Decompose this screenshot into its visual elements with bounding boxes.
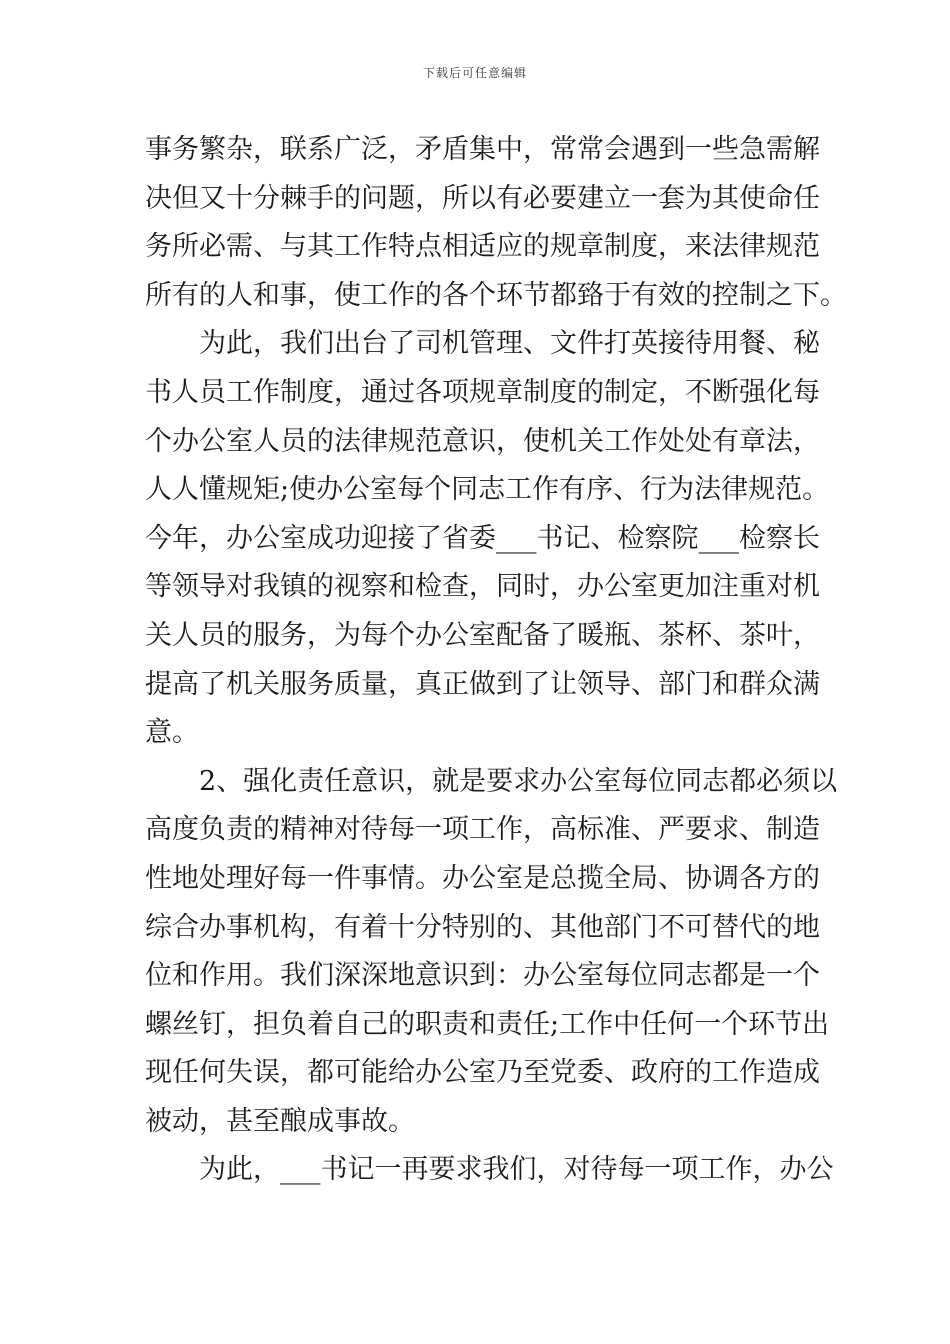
text-line: 被动，甚至酿成事故。 — [145, 1105, 415, 1137]
text-line: 综合办事机构，有着十分特别的、其他部门不可替代的地 — [145, 911, 820, 943]
text-line: 决但又十分棘手的问题，所以有必要建立一套为其使命任 — [145, 182, 820, 214]
text-line: 现任何失误，都可能给办公室乃至党委、政府的工作造成 — [145, 1057, 820, 1089]
text-line: 今年，办公室成功迎接了省委___书记、检察院___检察长 — [145, 522, 820, 554]
text-line: 等领导对我镇的视察和检查，同时，办公室更加注重对机 — [145, 571, 820, 603]
text-line: 位和作用。我们深深地意识到：办公室每位同志都是一个 — [145, 960, 820, 992]
text-line: 个办公室人员的法律规范意识，使机关工作处处有章法， — [145, 425, 820, 457]
document-body — [145, 126, 847, 1195]
text-line: 为此，我们出台了司机管理、文件打英接待用餐、秘 — [145, 328, 820, 360]
text-line: 事务繁杂，联系广泛，矛盾集中，常常会遇到一些急需解 — [145, 134, 820, 165]
text-line: 2、强化责任意识，就是要求办公室每位同志都必须以 — [145, 765, 838, 797]
text-line: 高度负责的精神对待每一项工作，高标准、严要求、制造 — [145, 814, 820, 846]
text-line: 螺丝钉，担负着自己的职责和责任;工作中任何一个环节出 — [145, 1008, 830, 1040]
text-line: 为此，___书记一再要求我们，对待每一项工作，办公 — [145, 1154, 834, 1186]
text-line: 所有的人和事，使工作的各个环节都臵于有效的控制之下。 — [145, 279, 847, 311]
text-line: 意。 — [145, 717, 199, 749]
page-header-note: 下载后可任意编辑 — [422, 66, 527, 80]
text-line: 人人懂规矩;使办公室每个同志工作有序、行为法律规范。 — [145, 474, 830, 506]
text-line: 性地处理好每一件事情。办公室是总揽全局、协调各方的 — [145, 862, 820, 894]
text-line: 书人员工作制度，通过各项规章制度的制定，不断强化每 — [145, 376, 820, 408]
text-line: 关人员的服务，为每个办公室配备了暖瓶、茶杯、茶叶， — [145, 619, 820, 651]
text-line: 提高了机关服务质量，真正做到了让领导、部门和群众满 — [145, 668, 820, 700]
text-line: 务所必需、与其工作特点相适应的规章制度，来法律规范 — [145, 231, 820, 263]
